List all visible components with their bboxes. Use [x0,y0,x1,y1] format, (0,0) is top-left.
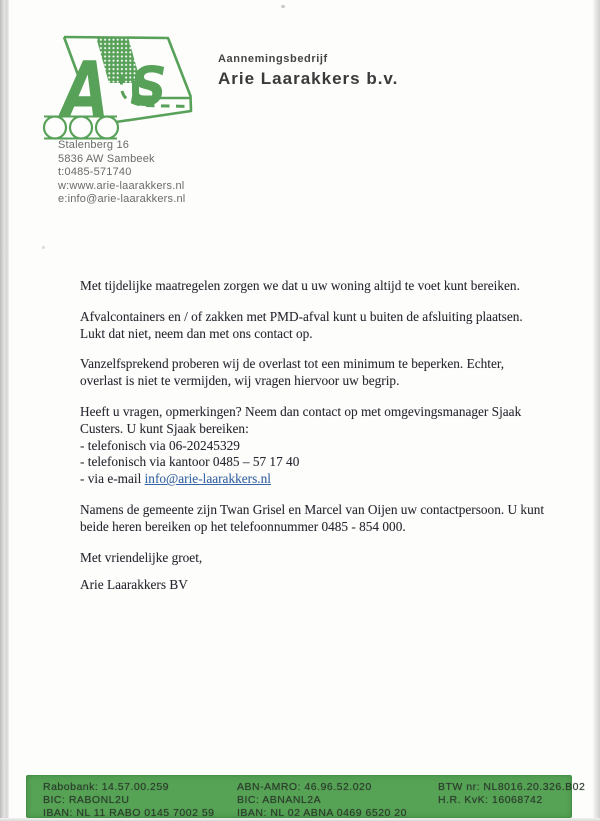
address-street: Stalenberg 16 [58,139,130,151]
company-address [58,139,185,207]
contact-option-email [80,471,546,488]
footer-tax-column [438,781,585,807]
email-link[interactable]: info@arie-laarakkers.nl [144,471,271,487]
abnamro-bic: BIC: ABNANL2A [237,794,322,806]
company-header [218,53,398,89]
scan-speck [42,246,45,249]
paragraph-maatregelen: Met tijdelijke maatregelen zorgen we dat u uw woning altijd te voet kunt bereiken. [80,278,520,293]
company-name: Arie Laarakkers b.v. [218,69,399,88]
road-logo-icon [40,25,200,140]
company-type: Aannemingsbedrijf [218,53,328,65]
scan-speck [281,5,285,8]
address-phone: t:0485-571740 [58,166,132,178]
paragraph-overlast: Vanzelfsprekend proberen wij de overlast tot een minimum te beperken. Echter, overlast is niet te vermijden, wij vragen hiervoor uw begrip. [80,356,505,389]
paragraph-afvalcontainers: Afvalcontainers en / of zakken met PMD-afval kunt u buiten de afsluiting plaatsen. Lukt dat niet, neem dan met ons contact op. [80,308,523,341]
footer-abnamro-column [237,781,407,820]
letter-body [80,278,546,608]
contact-option-mobile: - telefonisch via 06-20245329 [80,437,240,453]
btw-number: BTW nr: NL8016.20.326.B02 [438,781,586,793]
footer-bank-bar [26,775,586,819]
paragraph-vragen: Heeft u vragen, opmerkingen? Neem dan contact op met omgevingsmanager Sjaak Custers. U kunt Sjaak bereiken: [80,403,522,436]
logo-letter-s: S [130,55,167,119]
paragraph-gemeente: Namens de gemeente zijn Twan Grisel en Marcel van Oijen uw contactpersoon. U kunt beide heren bereiken op het telefoonnummer 0485 - 854 000. [80,501,545,534]
address-website: w:www.arie-laarakkers.nl [58,179,185,192]
rabobank-bic: BIC: RABONL2U [43,794,130,806]
signature-line: Arie Laarakkers BV [80,577,188,593]
address-city: 5836 AW Sambeek [58,152,155,165]
company-logo [40,25,200,140]
scan-edge-left [0,0,9,821]
abnamro-account: ABN-AMRO: 46.96.52.020 [237,781,372,793]
closing-line: Met vriendelijke groet, [80,549,203,565]
email-option-prefix: - via e-mail [80,471,145,487]
rabobank-account: Rabobank: 14.57.00.259 [43,781,170,793]
kvk-number: H.R. KvK: 16068742 [438,794,543,806]
abnamro-iban: IBAN: NL 02 ABNA 0469 6520 20 [237,807,407,819]
logo-letter-a: A [62,45,110,136]
footer-rabobank-column [43,781,215,820]
scan-edge-right [593,0,600,821]
contact-option-office: - telefonisch via kantoor 0485 – 57 17 40 [80,454,300,470]
address-email: e:info@arie-laarakkers.nl [58,193,186,205]
rabobank-iban: IBAN: NL 11 RABO 0145 7002 59 [43,807,215,819]
